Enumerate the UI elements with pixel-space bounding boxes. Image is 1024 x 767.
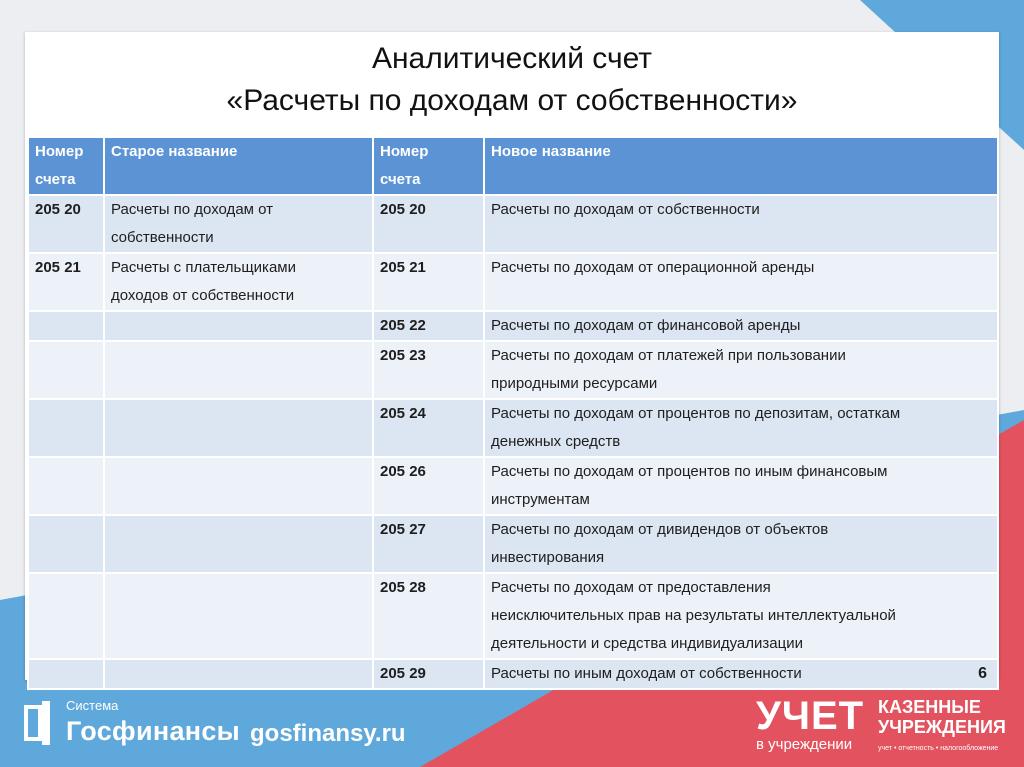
new-account-number: 205 28 — [373, 573, 484, 659]
cell-line: Расчеты по доходам от процентов по депозитам, остаткам — [491, 405, 901, 422]
table-row — [28, 253, 998, 311]
old-account-name — [104, 399, 373, 457]
new-account-name — [484, 515, 998, 573]
header-text: счета — [35, 171, 76, 188]
table-row — [28, 341, 998, 399]
header-account-number-old — [28, 137, 104, 195]
old-account-number — [28, 341, 104, 399]
old-account-name — [104, 457, 373, 515]
new-account-number: 205 29 — [373, 659, 484, 689]
table-row — [28, 311, 998, 341]
new-account-name — [484, 341, 998, 399]
slide-card — [25, 32, 999, 680]
cell-line: собственности — [111, 229, 214, 246]
old-account-number: 205 20 — [28, 195, 104, 253]
table-header-row — [28, 137, 998, 195]
header-new-name: Новое название — [484, 137, 998, 195]
cell-line: Расчеты по доходам от собственности — [491, 201, 760, 218]
cell-line: природными ресурсами — [491, 375, 658, 392]
old-account-number — [28, 515, 104, 573]
table-row — [28, 515, 998, 573]
cell-line: Расчеты по иным доходам от собственности — [491, 665, 802, 682]
new-account-number: 205 26 — [373, 457, 484, 515]
old-account-name — [104, 515, 373, 573]
new-account-number: 205 24 — [373, 399, 484, 457]
new-account-name — [484, 457, 998, 515]
cell-line: Расчеты по доходам от финансовой аренды — [491, 317, 801, 334]
cell-line: Расчеты по доходам от предоставления — [491, 579, 771, 596]
table-row — [28, 659, 998, 689]
kazennye-subtitle: учет • отчетность • налогообложение — [878, 745, 999, 752]
new-account-name — [484, 573, 998, 659]
cell-line: Расчеты по доходам от платежей при пользовании — [491, 347, 846, 364]
new-account-name — [484, 399, 998, 457]
cell-line: Расчеты по доходам от дивидендов от объектов — [491, 521, 829, 538]
old-account-number — [28, 573, 104, 659]
kazennye-line: КАЗЕННЫЕ — [878, 697, 981, 717]
old-account-number: 205 21 — [28, 253, 104, 311]
cell-line: инвестирования — [491, 549, 605, 566]
uchet-logo: УЧЕТ — [756, 694, 865, 738]
new-account-number: 205 20 — [373, 195, 484, 253]
old-account-name — [104, 659, 373, 689]
old-account-number — [28, 457, 104, 515]
header-account-number-new — [373, 137, 484, 195]
header-old-name: Старое название — [104, 137, 373, 195]
table-row — [28, 573, 998, 659]
footer-brand: Госфинансы — [66, 716, 241, 746]
cell-line — [491, 224, 991, 252]
title-line-2: «Расчеты по доходам от собственности» — [226, 84, 798, 117]
kazennye-logo — [878, 697, 1006, 737]
old-account-name — [104, 573, 373, 659]
new-account-number: 205 23 — [373, 341, 484, 399]
cell-line: Расчеты по доходам от — [111, 201, 274, 218]
title-line-1: Аналитический счет — [371, 42, 653, 75]
header-text: счета — [380, 171, 421, 188]
page-number: 6 — [978, 665, 987, 682]
new-account-number: 205 21 — [373, 253, 484, 311]
kazennye-line: УЧРЕЖДЕНИЯ — [878, 717, 1006, 737]
cell-line: деятельности и средства индивидуализации — [491, 635, 803, 652]
new-account-name — [484, 659, 998, 689]
new-account-number: 205 22 — [373, 311, 484, 341]
new-account-name — [484, 311, 998, 341]
accounts-table — [27, 136, 999, 690]
old-account-name — [104, 311, 373, 341]
cell-line: Расчеты с плательщиками — [111, 259, 296, 276]
new-account-name — [484, 253, 998, 311]
old-account-name — [104, 195, 373, 253]
cell-line: Расчеты по доходам от процентов по иным финансовым — [491, 463, 888, 480]
cell-line: Расчеты по доходам от операционной аренды — [491, 259, 815, 276]
cell-line: инструментам — [491, 491, 590, 508]
header-text: Номер — [35, 143, 84, 160]
table-row — [28, 399, 998, 457]
table-row — [28, 195, 998, 253]
cell-line: неисключительных прав на результаты интеллектуальной — [491, 607, 896, 624]
cell-line: доходов от собственности — [111, 287, 295, 304]
old-account-number — [28, 311, 104, 341]
table-row — [28, 457, 998, 515]
new-account-number: 205 27 — [373, 515, 484, 573]
new-account-name — [484, 195, 998, 253]
old-account-name — [104, 253, 373, 311]
old-account-name — [104, 341, 373, 399]
cell-line: денежных средств — [491, 433, 621, 450]
slide-title — [25, 38, 999, 122]
old-account-number — [28, 399, 104, 457]
footer-system-label: Система — [66, 698, 119, 713]
header-text: Номер — [380, 143, 429, 160]
old-account-number — [28, 659, 104, 689]
footer-site-link[interactable]: gosfinansy.ru — [250, 720, 406, 747]
book-logo-icon — [22, 697, 52, 747]
uchet-subtitle: в учреждении — [756, 736, 853, 753]
